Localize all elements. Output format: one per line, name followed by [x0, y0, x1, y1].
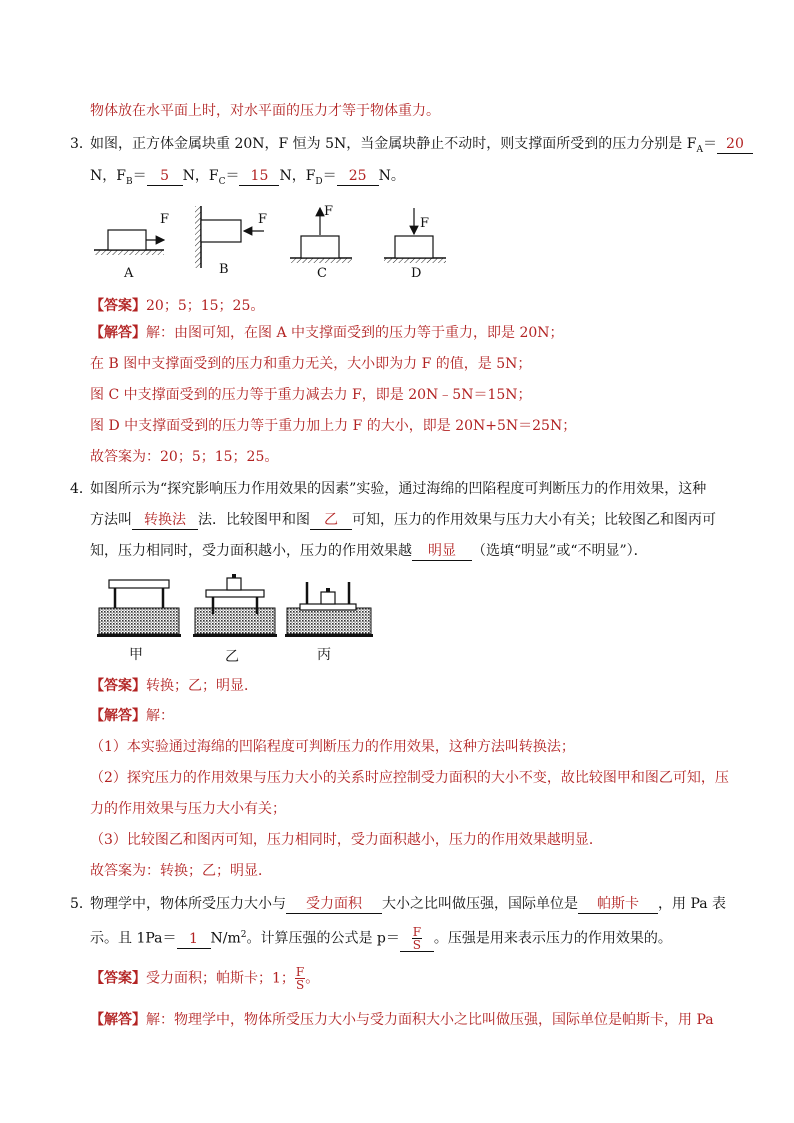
figure-label-a: A [124, 266, 134, 281]
analysis-tag: 【解答】 [90, 708, 146, 724]
q3-analysis-4: 图 D 中支撑面受到的压力等于重力加上力 F 的大小，即是 20N+5N＝25N； [90, 418, 577, 434]
q3-analysis-1 [90, 323, 564, 343]
answer-text: 转换；乙；明显． [146, 678, 258, 694]
q4-line1: 如图所示为“探究影响压力作用效果的因素”实验，通过海绵的凹陷程度可判断压力的作用效果，这种 [90, 481, 707, 497]
q4-line2 [90, 510, 716, 530]
figure-jia [97, 580, 181, 637]
q5-blank-formula [400, 926, 434, 952]
q3-sub-a: A [696, 144, 703, 155]
q3-blank-b: 5 [147, 168, 183, 186]
analysis-tag: 【解答】 [90, 325, 146, 341]
q3-line2 [90, 166, 405, 192]
q5-blank-1: 受力面积 [286, 896, 382, 914]
figure-a [94, 230, 164, 255]
q5-text: N/m [210, 930, 241, 947]
q4-analysis-2: （2）探究压力的作用效果与压力大小的关系时应控制受力面积的大小不变，故比较图甲和图乙可知，压 [90, 770, 729, 786]
answer-tag: 【答案】 [90, 678, 146, 694]
q4-blank-3: 明显 [412, 543, 472, 561]
q3-analysis-3: 图 C 中支撑面受到的压力等于重力减去力 F，即是 20N﹣5N＝15N； [90, 387, 532, 403]
q4-text: 可知，压力的作用效果与压力大小有关；比较图乙和图丙可 [352, 512, 716, 528]
q3-analysis-5: 故答案为：20；5；15；25。 [90, 449, 279, 465]
q3-blank-c: 15 [239, 168, 279, 186]
figure-c [290, 208, 352, 263]
q4-blank-2: 乙 [310, 512, 352, 530]
q4-line3 [90, 541, 648, 561]
q3-eq: ＝ [702, 136, 717, 152]
force-label-d: F [420, 216, 430, 231]
figure-yi [193, 574, 277, 637]
q5-text: 。压强是用来表示压力的作用效果的。 [433, 930, 672, 947]
q3-number: 3． [70, 136, 93, 152]
q4-text: 法．比较图甲和图 [198, 512, 310, 528]
q3-force-figure [90, 198, 470, 288]
force-label-b: F [258, 212, 268, 227]
q4-text: 方法叫 [90, 512, 132, 528]
q4-analysis-head [90, 706, 174, 726]
q4-answer [90, 676, 258, 696]
answer-text: 受力面积；帕斯卡；1； [146, 970, 295, 987]
q4-analysis-4: （3）比较图乙和图丙可知，压力相同时，受力面积越小，压力的作用效果越明显． [90, 832, 603, 848]
answer-text: 20；5；15；25。 [146, 298, 265, 314]
q4-analysis-5: 故答案为：转换；乙；明显． [90, 863, 272, 879]
answer-formula [295, 966, 305, 991]
q5-text: 示。且 1Pa＝ [90, 930, 177, 947]
frac-den: S [412, 938, 422, 953]
q5-text: 物理学中，物体所受压力大小与 [90, 896, 286, 912]
frac-num: F [412, 925, 422, 940]
q4-text: （选填“明显”或“不明显”）． [472, 543, 648, 559]
q4-text: 知，压力相同时，受力面积越小，压力的作用效果越 [90, 543, 412, 559]
q5-text: 。计算压强的公式是 p＝ [246, 930, 400, 947]
q3-eq: ＝ [322, 168, 337, 184]
q3-blank-a: 20 [717, 136, 753, 154]
q3-line1-text: 如图，正方体金属块重 20N，F 恒为 5N，当金属块静止不动时，则支撑面所受到的压力分别是 F [90, 136, 697, 152]
q3-eq: ＝ [225, 168, 240, 184]
q3-answer [90, 296, 264, 316]
figure-d [384, 208, 446, 263]
continuation-line: 物体放在水平面上时，对水平面的压力才等于物体重力。 [90, 103, 440, 119]
figure-label-d: D [411, 266, 422, 281]
q3-sub-b: B [125, 176, 133, 187]
pressure-formula [412, 926, 422, 951]
figure-label-jia: 甲 [129, 647, 143, 663]
figure-label-yi: 乙 [225, 649, 239, 665]
q5-superscript: 2 [240, 930, 247, 940]
q5-analysis-1 [90, 1010, 714, 1030]
q3-analysis-2: 在 B 图中支撑面受到的压力和重力无关，大小即为力 F 的值，是 5N； [90, 356, 532, 372]
q4-analysis-3: 力的作用效果与压力大小有关； [90, 801, 286, 817]
q3-text: N，F [90, 168, 126, 184]
answer-tag: 【答案】 [90, 970, 146, 987]
analysis-tag: 【解答】 [90, 1012, 146, 1028]
q4-number: 4． [70, 481, 93, 497]
q5-line2 [90, 925, 672, 952]
answer-end: 。 [305, 970, 320, 987]
q3-sub-c: C [218, 176, 226, 187]
q4-blank-1: 转换法 [132, 512, 198, 530]
frac-num: F [295, 965, 305, 979]
q3-text: N，F [182, 168, 219, 184]
q3-text: N，F [279, 168, 316, 184]
q3-line1 [90, 134, 753, 160]
frac-den: S [295, 978, 305, 992]
figure-b [195, 206, 264, 268]
figure-bing [285, 582, 373, 637]
analysis-text: 解：由图可知，在图 A 中支撑面受到的压力等于重力，即是 20N； [146, 325, 564, 341]
force-label-a: F [160, 212, 170, 227]
figure-label-b: B [219, 262, 229, 277]
q5-blank-3: 1 [177, 931, 211, 949]
answer-tag: 【答案】 [90, 298, 146, 314]
analysis-text: 解： [146, 708, 174, 724]
analysis-text: 解：物理学中，物体所受压力大小与受力面积大小之比叫做压强，国际单位是帕斯卡，用 Pa [146, 1012, 714, 1028]
q3-text: N。 [378, 168, 405, 184]
q3-blank-d: 25 [337, 168, 379, 186]
q5-answer [90, 966, 319, 991]
figure-label-c: C [317, 266, 327, 281]
q5-number: 5． [70, 896, 93, 912]
q4-analysis-1: （1）本实验通过海绵的凹陷程度可判断压力的作用效果，这种方法叫转换法； [90, 739, 575, 755]
q5-text: ，用 Pa 表 [658, 896, 727, 912]
figure-label-bing: 丙 [317, 647, 331, 663]
force-label-c: F [324, 204, 334, 219]
q4-sponge-figure [95, 572, 385, 667]
q5-line1 [90, 894, 726, 914]
q5-blank-2: 帕斯卡 [578, 896, 658, 914]
q3-eq: ＝ [132, 168, 147, 184]
q3-sub-d: D [315, 176, 323, 187]
q5-text: 大小之比叫做压强，国际单位是 [382, 896, 578, 912]
